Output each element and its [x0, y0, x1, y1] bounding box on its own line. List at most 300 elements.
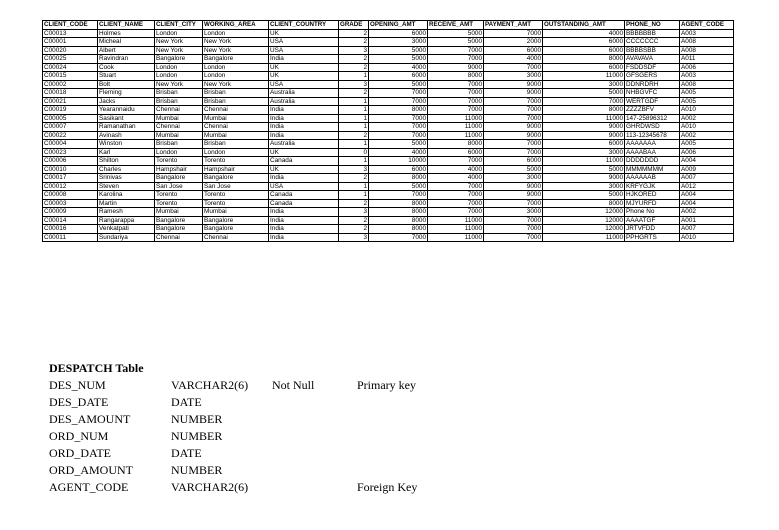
table-cell: 7000	[484, 97, 543, 106]
table-cell: A002	[680, 131, 734, 140]
table-cell: A003	[680, 72, 734, 81]
despatch-field-row	[49, 462, 223, 479]
table-cell: 9000	[484, 123, 543, 132]
table-cell: Karl	[98, 148, 155, 157]
table-cell: London	[155, 72, 203, 81]
table-cell: DDDDDDD	[625, 157, 680, 166]
table-cell: 7000	[428, 208, 484, 217]
table-cell: 7000	[369, 89, 428, 98]
table-cell: FSDDSDF	[625, 63, 680, 72]
table-cell: 9000	[543, 174, 625, 183]
table-cell: 2	[339, 29, 369, 38]
table-cell: DDNRDRH	[625, 80, 680, 89]
field-type: NUMBER	[171, 463, 223, 477]
table-cell: 5000	[428, 29, 484, 38]
table-row	[43, 182, 734, 191]
table-cell: Sundariya	[98, 233, 155, 242]
table-cell: 5000	[543, 191, 625, 200]
table-cell: 7000	[428, 106, 484, 115]
table-cell: Hampshair	[155, 165, 203, 174]
table-cell: 1	[339, 182, 369, 191]
table-cell: Yearannaidu	[98, 106, 155, 115]
field-name: DES_DATE	[49, 395, 109, 409]
table-cell: Brisban	[203, 97, 269, 106]
table-cell: 11000	[428, 233, 484, 242]
table-cell: 5000	[543, 165, 625, 174]
column-header: RECEIVE_AMT	[428, 21, 484, 30]
table-cell: 7000	[428, 191, 484, 200]
table-cell: 1	[339, 140, 369, 149]
table-cell: New York	[155, 46, 203, 55]
table-cell: Ramanathan	[98, 123, 155, 132]
table-cell: 3	[339, 208, 369, 217]
table-cell: 12000	[543, 208, 625, 217]
table-cell: Bangalore	[155, 216, 203, 225]
despatch-title: DESPATCH Table	[49, 361, 144, 375]
table-cell: AAAAAAA	[625, 140, 680, 149]
column-header: PHONE_NO	[625, 21, 680, 30]
table-cell: Bangalore	[203, 174, 269, 183]
table-cell: Chennai	[155, 123, 203, 132]
table-cell: AAAAAAB	[625, 174, 680, 183]
table-cell: 2	[339, 55, 369, 64]
despatch-table-spec	[49, 360, 418, 496]
table-cell: 11000	[543, 72, 625, 81]
table-cell: C00022	[43, 131, 98, 140]
table-cell: Bangalore	[155, 225, 203, 234]
table-cell: A004	[680, 157, 734, 166]
table-cell: 6000	[484, 46, 543, 55]
table-cell: 11000	[428, 123, 484, 132]
table-cell: 1	[339, 157, 369, 166]
table-cell: New York	[155, 38, 203, 47]
table-cell: 7000	[484, 114, 543, 123]
table-cell: 3	[339, 46, 369, 55]
table-cell: 4000	[369, 148, 428, 157]
table-cell: HJKORED	[625, 191, 680, 200]
table-row	[43, 89, 734, 98]
table-cell: Brisban	[203, 140, 269, 149]
table-cell: London	[155, 63, 203, 72]
table-cell: USA	[269, 38, 339, 47]
table-cell: 9000	[484, 182, 543, 191]
table-cell: 3000	[484, 174, 543, 183]
table-cell: Brisban	[155, 97, 203, 106]
field-type: NUMBER	[171, 429, 223, 443]
table-cell: India	[269, 233, 339, 242]
despatch-field-row	[49, 394, 202, 411]
field-constraint: Not Null	[272, 378, 315, 392]
table-row	[43, 55, 734, 64]
column-header: GRADE	[339, 21, 369, 30]
table-cell: 2	[339, 216, 369, 225]
table-cell: 9000	[484, 191, 543, 200]
table-cell: 1	[339, 72, 369, 81]
table-cell: 6000	[543, 63, 625, 72]
table-cell: A004	[680, 191, 734, 200]
table-row	[43, 38, 734, 47]
table-row	[43, 191, 734, 200]
table-cell: 7000	[369, 97, 428, 106]
table-cell: Chennai	[203, 233, 269, 242]
table-cell: C00004	[43, 140, 98, 149]
table-cell: UK	[269, 29, 339, 38]
table-cell: Fleming	[98, 89, 155, 98]
table-body	[43, 29, 734, 242]
table-cell: A010	[680, 233, 734, 242]
table-cell: 8000	[543, 55, 625, 64]
field-name: ORD_AMOUNT	[49, 463, 133, 477]
table-cell: C00009	[43, 208, 98, 217]
field-name: ORD_DATE	[49, 446, 111, 460]
table-cell: India	[269, 174, 339, 183]
table-cell: A002	[680, 114, 734, 123]
table-row	[43, 80, 734, 89]
table-cell: India	[269, 225, 339, 234]
table-cell: Chennai	[155, 233, 203, 242]
table-cell: C00021	[43, 97, 98, 106]
table-cell: Winston	[98, 140, 155, 149]
table-cell: 4000	[428, 165, 484, 174]
table-cell: 5000	[428, 38, 484, 47]
table-cell: 8000	[369, 174, 428, 183]
table-cell: 7000	[484, 106, 543, 115]
table-cell: 7000	[484, 140, 543, 149]
table-cell: JRTVFDD	[625, 225, 680, 234]
table-cell: 6000	[543, 46, 625, 55]
despatch-field-row	[49, 479, 418, 496]
table-cell: Torento	[203, 157, 269, 166]
field-type: VARCHAR2(6)	[171, 378, 249, 392]
table-row	[43, 140, 734, 149]
table-cell: India	[269, 131, 339, 140]
table-cell: A005	[680, 140, 734, 149]
table-cell: 8000	[428, 140, 484, 149]
table-cell: India	[269, 208, 339, 217]
table-cell: 7000	[428, 80, 484, 89]
table-cell: Micheal	[98, 38, 155, 47]
table-cell: A010	[680, 123, 734, 132]
table-cell: 2	[339, 174, 369, 183]
table-cell: 8000	[428, 72, 484, 81]
table-cell: 6000	[543, 140, 625, 149]
table-cell: A008	[680, 46, 734, 55]
table-cell: AAAATGF	[625, 216, 680, 225]
table-cell: India	[269, 114, 339, 123]
table-row	[43, 63, 734, 72]
table-cell: 11000	[543, 114, 625, 123]
table-cell: 7000	[484, 216, 543, 225]
table-cell: Ramesh	[98, 208, 155, 217]
table-cell: A004	[680, 199, 734, 208]
table-cell: Brisban	[155, 140, 203, 149]
column-header: PAYMENT_AMT	[484, 21, 543, 30]
client-table	[42, 20, 734, 242]
table-cell: 5000	[369, 46, 428, 55]
table-cell: India	[269, 55, 339, 64]
table-row	[43, 29, 734, 38]
table-cell: A002	[680, 208, 734, 217]
table-cell: C00018	[43, 89, 98, 98]
table-cell: Torento	[155, 199, 203, 208]
table-cell: Mumbai	[155, 131, 203, 140]
table-cell: 9000	[484, 80, 543, 89]
table-cell: 7000	[428, 182, 484, 191]
table-cell: Mumbai	[155, 114, 203, 123]
table-cell: 7000	[484, 29, 543, 38]
table-cell: 8000	[543, 199, 625, 208]
table-cell: 7000	[428, 89, 484, 98]
table-cell: 6000	[369, 29, 428, 38]
table-cell: Venkatpati	[98, 225, 155, 234]
table-cell: C00025	[43, 55, 98, 64]
table-cell: 2	[339, 63, 369, 72]
field-name: AGENT_CODE	[49, 480, 129, 494]
table-cell: C00017	[43, 174, 98, 183]
table-cell: London	[203, 148, 269, 157]
table-row	[43, 148, 734, 157]
table-cell: 11000	[428, 216, 484, 225]
table-cell: C00020	[43, 46, 98, 55]
table-cell: Karolina	[98, 191, 155, 200]
column-header: CLIENT_CODE	[43, 21, 98, 30]
table-cell: New York	[203, 38, 269, 47]
table-cell: A011	[680, 55, 734, 64]
table-cell: A005	[680, 89, 734, 98]
table-cell: 5000	[369, 140, 428, 149]
table-cell: London	[155, 148, 203, 157]
table-cell: 7000	[484, 63, 543, 72]
table-cell: Mumbai	[203, 114, 269, 123]
table-cell: A008	[680, 80, 734, 89]
table-cell: 2	[339, 199, 369, 208]
table-cell: 7000	[369, 123, 428, 132]
table-header-row	[43, 21, 734, 30]
table-cell: 5000	[484, 165, 543, 174]
field-key: Primary key	[357, 378, 416, 392]
table-cell: BBBBSBB	[625, 46, 680, 55]
table-cell: Bangalore	[203, 55, 269, 64]
table-cell: 5000	[543, 89, 625, 98]
table-cell: Bangalore	[203, 225, 269, 234]
table-cell: Torento	[155, 191, 203, 200]
table-cell: UK	[269, 148, 339, 157]
table-cell: Avinash	[98, 131, 155, 140]
table-cell: 2	[339, 131, 369, 140]
table-cell: A006	[680, 63, 734, 72]
table-cell: Bangalore	[203, 216, 269, 225]
table-cell: 6000	[428, 148, 484, 157]
table-cell: 7000	[428, 46, 484, 55]
table-cell: UK	[269, 165, 339, 174]
table-cell: C00001	[43, 38, 98, 47]
table-cell: 11000	[428, 114, 484, 123]
table-cell: NHBGVFC	[625, 89, 680, 98]
table-cell: A006	[680, 148, 734, 157]
table-cell: Srinivas	[98, 174, 155, 183]
table-row	[43, 106, 734, 115]
table-row	[43, 165, 734, 174]
table-cell: Ravindran	[98, 55, 155, 64]
table-cell: 1	[339, 191, 369, 200]
column-header: CLIENT_COUNTRY	[269, 21, 339, 30]
table-cell: London	[203, 29, 269, 38]
table-cell: Stuart	[98, 72, 155, 81]
table-cell: India	[269, 123, 339, 132]
table-cell: 5000	[369, 182, 428, 191]
table-cell: Hampshair	[203, 165, 269, 174]
table-row	[43, 208, 734, 217]
table-cell: WERTGDF	[625, 97, 680, 106]
table-cell: C00016	[43, 225, 98, 234]
despatch-field-row	[49, 411, 223, 428]
table-cell: 9000	[428, 63, 484, 72]
table-cell: New York	[203, 80, 269, 89]
table-cell: 6000	[484, 157, 543, 166]
table-cell: 3000	[543, 148, 625, 157]
table-cell: Charles	[98, 165, 155, 174]
table-cell: Mumbai	[155, 208, 203, 217]
table-cell: GHRDWSD	[625, 123, 680, 132]
table-cell: A007	[680, 225, 734, 234]
table-cell: 8000	[369, 106, 428, 115]
table-cell: 2	[339, 38, 369, 47]
table-cell: Chennai	[155, 106, 203, 115]
table-cell: 7000	[369, 233, 428, 242]
table-cell: 12000	[543, 225, 625, 234]
table-cell: Brisban	[155, 89, 203, 98]
table-cell: UK	[269, 72, 339, 81]
table-cell: 9000	[484, 89, 543, 98]
table-cell: Phone No	[625, 208, 680, 217]
table-cell: 8000	[369, 216, 428, 225]
table-cell: 7000	[484, 199, 543, 208]
column-header: OUTSTANDING_AMT	[543, 21, 625, 30]
table-row	[43, 157, 734, 166]
table-cell: 11000	[543, 157, 625, 166]
table-cell: 7000	[484, 225, 543, 234]
table-cell: GFSGERS	[625, 72, 680, 81]
despatch-field-row	[49, 428, 223, 445]
table-cell: Australia	[269, 89, 339, 98]
table-cell: MMMMMMM	[625, 165, 680, 174]
field-name: ORD_NUM	[49, 429, 109, 443]
table-cell: C00006	[43, 157, 98, 166]
table-cell: C00015	[43, 72, 98, 81]
table-cell: Cook	[98, 63, 155, 72]
table-cell: PPHGRTS	[625, 233, 680, 242]
table-cell: AVAVAVA	[625, 55, 680, 64]
table-cell: Bangalore	[155, 55, 203, 64]
table-cell: 7000	[484, 233, 543, 242]
table-cell: 11000	[428, 225, 484, 234]
table-cell: A010	[680, 106, 734, 115]
column-header: CLIENT_NAME	[98, 21, 155, 30]
table-cell: C00013	[43, 29, 98, 38]
table-cell: 113-12345678	[625, 131, 680, 140]
table-cell: 4000	[484, 55, 543, 64]
table-cell: 4000	[369, 63, 428, 72]
table-cell: C00023	[43, 148, 98, 157]
table-cell: Mumbai	[203, 131, 269, 140]
table-cell: 4000	[543, 29, 625, 38]
table-cell: Steven	[98, 182, 155, 191]
table-cell: 7000	[428, 55, 484, 64]
table-cell: San Jose	[203, 182, 269, 191]
table-cell: Bolt	[98, 80, 155, 89]
table-cell: 11000	[428, 131, 484, 140]
table-cell: 7000	[543, 97, 625, 106]
table-cell: 3	[339, 233, 369, 242]
field-type: VARCHAR2(6)	[171, 480, 249, 494]
table-cell: C00010	[43, 165, 98, 174]
table-cell: Chennai	[203, 123, 269, 132]
table-cell: San Jose	[155, 182, 203, 191]
table-cell: 9000	[543, 131, 625, 140]
field-type: DATE	[171, 395, 202, 409]
table-cell: C00019	[43, 106, 98, 115]
table-cell: Shilton	[98, 157, 155, 166]
table-row	[43, 97, 734, 106]
table-cell: Canada	[269, 157, 339, 166]
table-cell: London	[155, 29, 203, 38]
table-cell: A007	[680, 174, 734, 183]
table-cell: 3000	[484, 72, 543, 81]
table-cell: Holmes	[98, 29, 155, 38]
table-cell: 1	[339, 106, 369, 115]
column-header: WORKING_AREA	[203, 21, 269, 30]
column-header: OPENING_AMT	[369, 21, 428, 30]
table-cell: 12000	[543, 216, 625, 225]
table-cell: 8000	[369, 199, 428, 208]
field-key: Foreign Key	[357, 480, 418, 494]
table-cell: 7000	[369, 191, 428, 200]
table-cell: 2	[339, 225, 369, 234]
table-cell: 5000	[369, 55, 428, 64]
table-cell: BBBBBBB	[625, 29, 680, 38]
table-cell: 0	[339, 148, 369, 157]
table-cell: Torento	[155, 157, 203, 166]
table-cell: 2000	[484, 38, 543, 47]
table-cell: C00005	[43, 114, 98, 123]
table-cell: Canada	[269, 191, 339, 200]
field-name: DES_NUM	[49, 378, 106, 392]
table-row	[43, 174, 734, 183]
table-cell: 11000	[543, 233, 625, 242]
field-type: NUMBER	[171, 412, 223, 426]
table-cell: 1	[339, 114, 369, 123]
table-cell: 10000	[369, 157, 428, 166]
table-cell: 3	[339, 80, 369, 89]
table-cell: Rangarappa	[98, 216, 155, 225]
table-cell: 3000	[484, 208, 543, 217]
table-cell: A005	[680, 97, 734, 106]
table-row	[43, 216, 734, 225]
table-cell: C00012	[43, 182, 98, 191]
despatch-field-list	[49, 377, 418, 496]
table-cell: USA	[269, 80, 339, 89]
table-cell: 4000	[428, 174, 484, 183]
despatch-field-row	[49, 445, 202, 462]
table-cell: 6000	[369, 165, 428, 174]
table-cell: Jacks	[98, 97, 155, 106]
table-cell: 7000	[484, 148, 543, 157]
table-cell: A001	[680, 216, 734, 225]
table-cell: Canada	[269, 199, 339, 208]
table-cell: 5000	[369, 80, 428, 89]
table-cell: A012	[680, 182, 734, 191]
table-cell: MJYURFD	[625, 199, 680, 208]
